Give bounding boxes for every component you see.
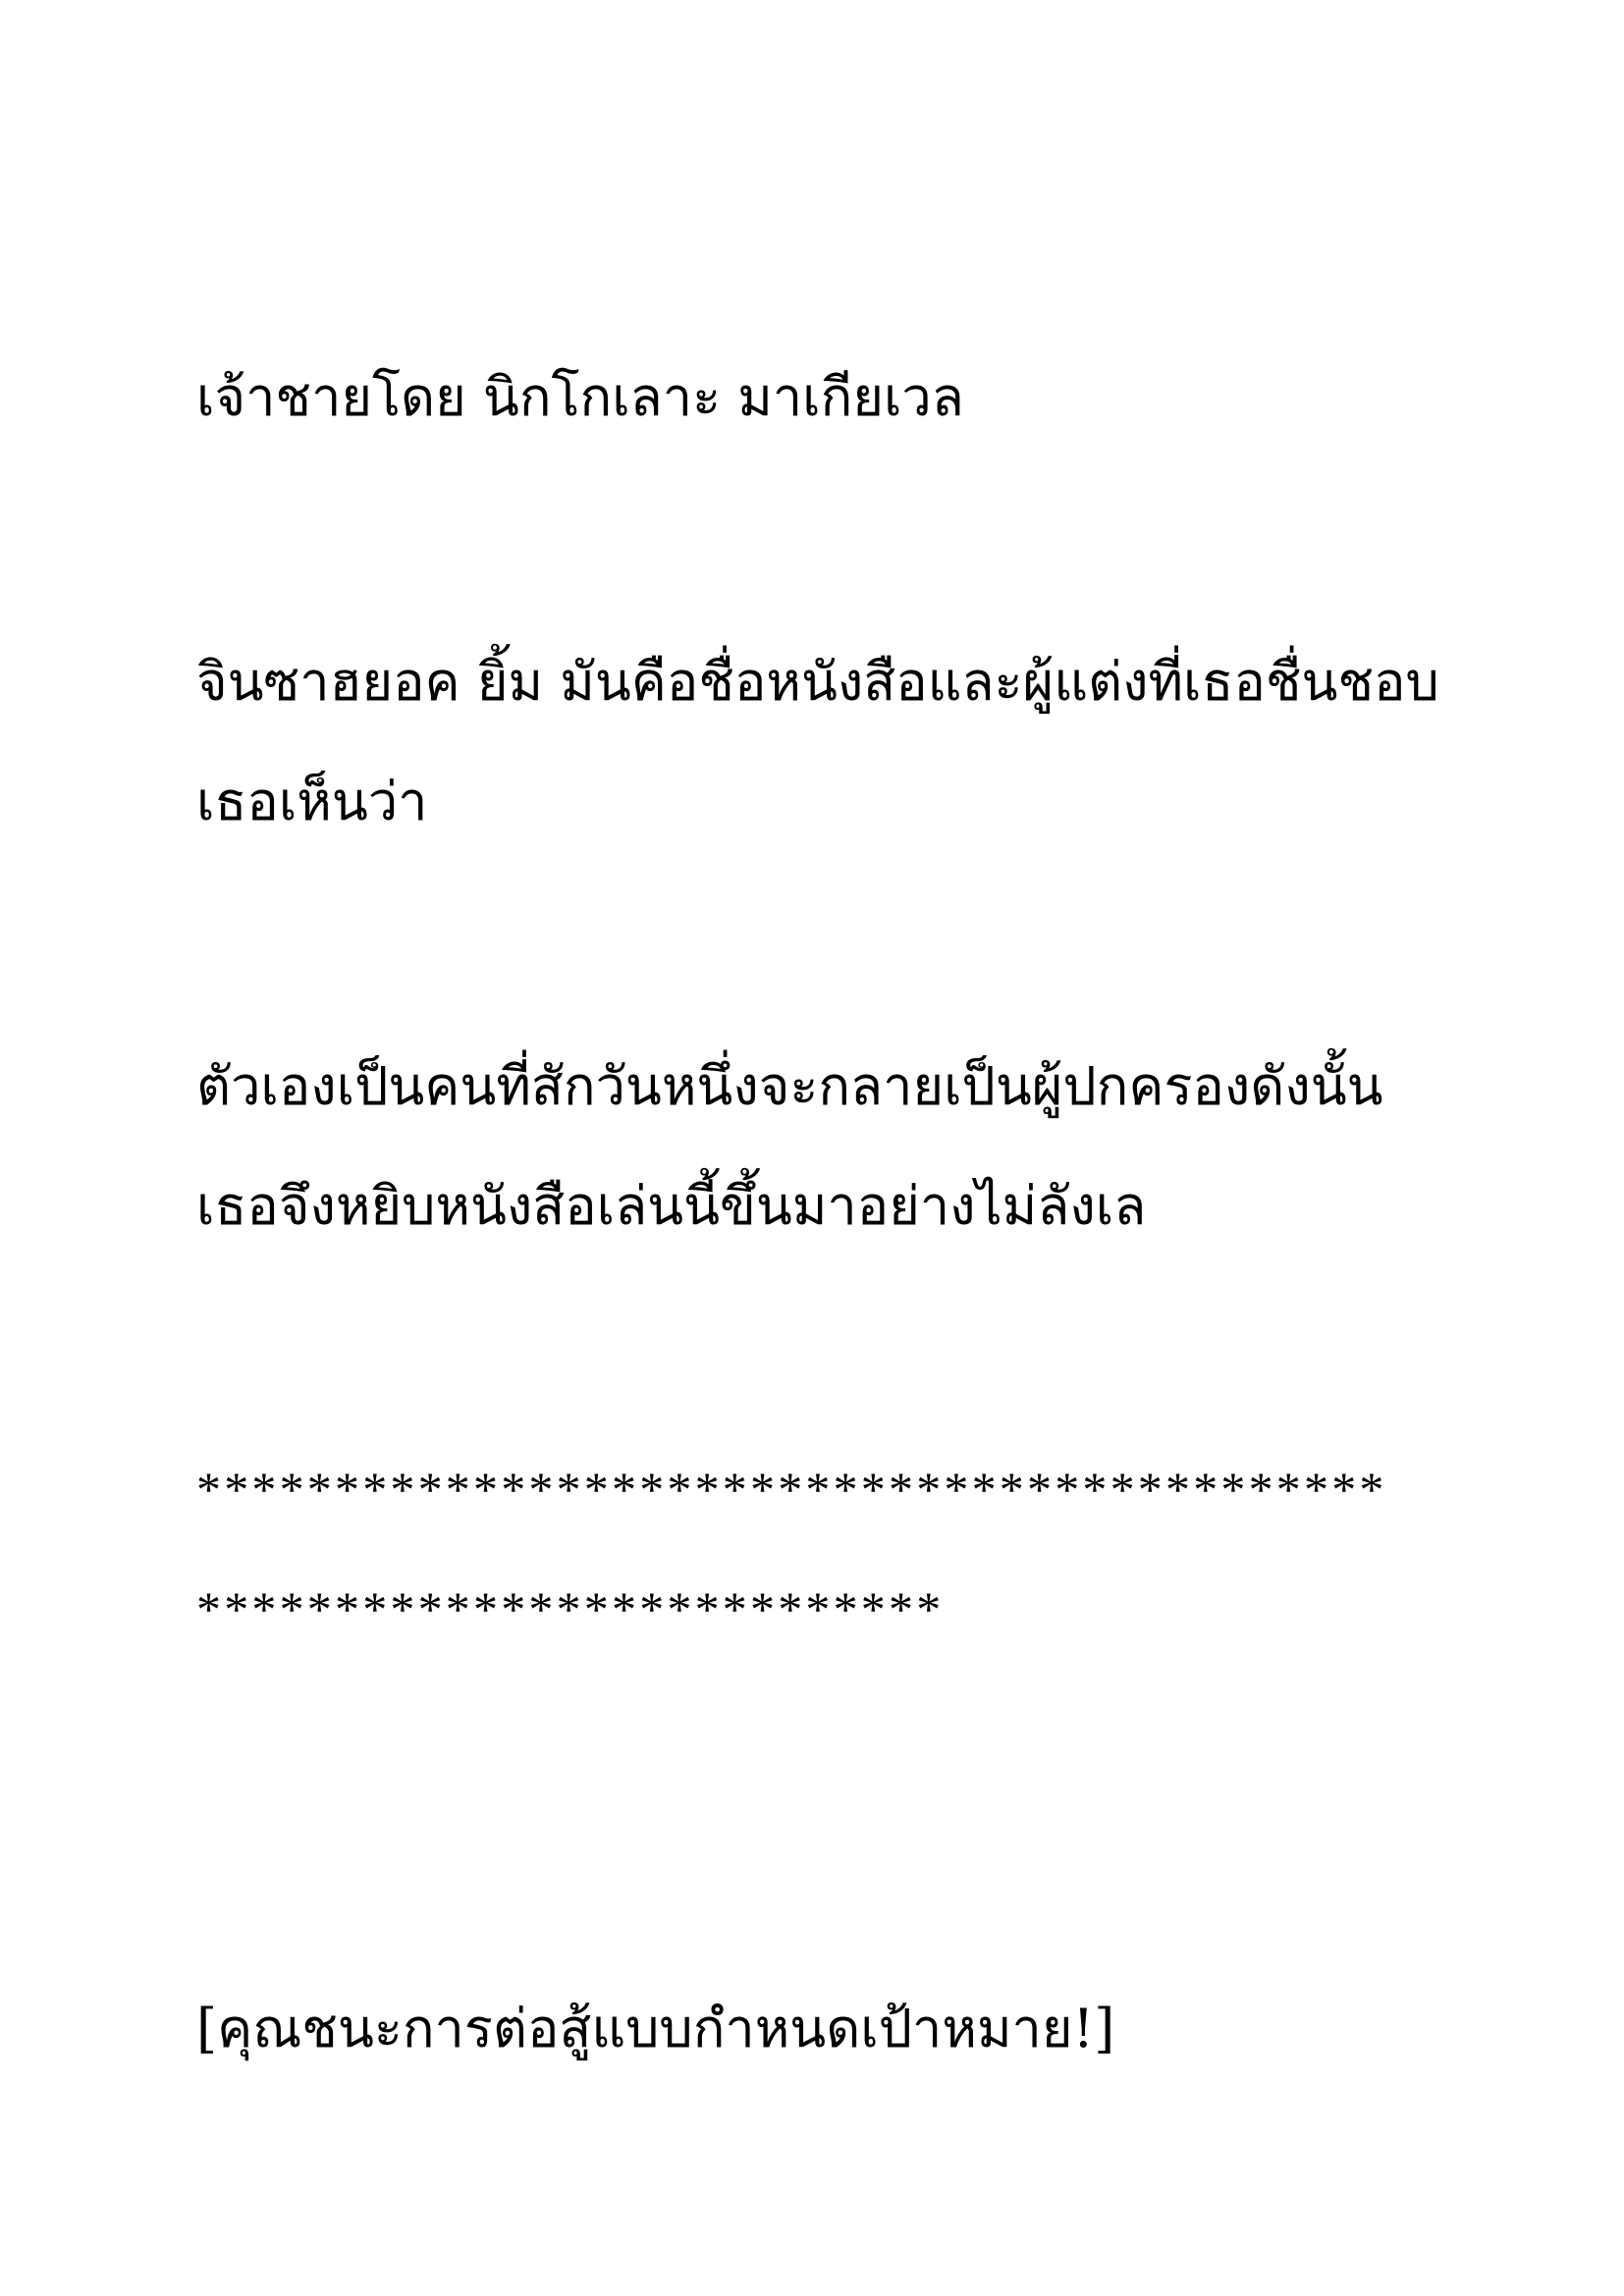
paragraph-3-line-2: เธอจึงหยิบหนังสือเล่นนี้ขึ้นมาอย่างไม่ลังเล: [196, 1175, 1147, 1237]
system-message: [คุณชนะการต่อสู้แบบกำหนดเป้าหมาย!]: [196, 1998, 1115, 2059]
paragraph-2-line-1: จินซาฮยอค ยิ้ม มันคือชื่อหนังสือและผู้แต่งที่เธอชื่นชอบ: [196, 651, 1439, 713]
paragraph-3-line-1: ตัวเองเป็นคนที่สักวันหนึ่งจะกลายเป็นผู้ปกครองดังนั้น: [196, 1055, 1383, 1117]
separator-line-1: *******************************************: [196, 1462, 1387, 1517]
paragraph-1-line-1: เจ้าชายโดย นิกโกเลาะ มาเกียเวล: [196, 366, 964, 428]
separator-line-2: ***************************: [196, 1581, 945, 1636]
paragraph-2-line-2: เธอเห็นว่า: [196, 771, 428, 832]
